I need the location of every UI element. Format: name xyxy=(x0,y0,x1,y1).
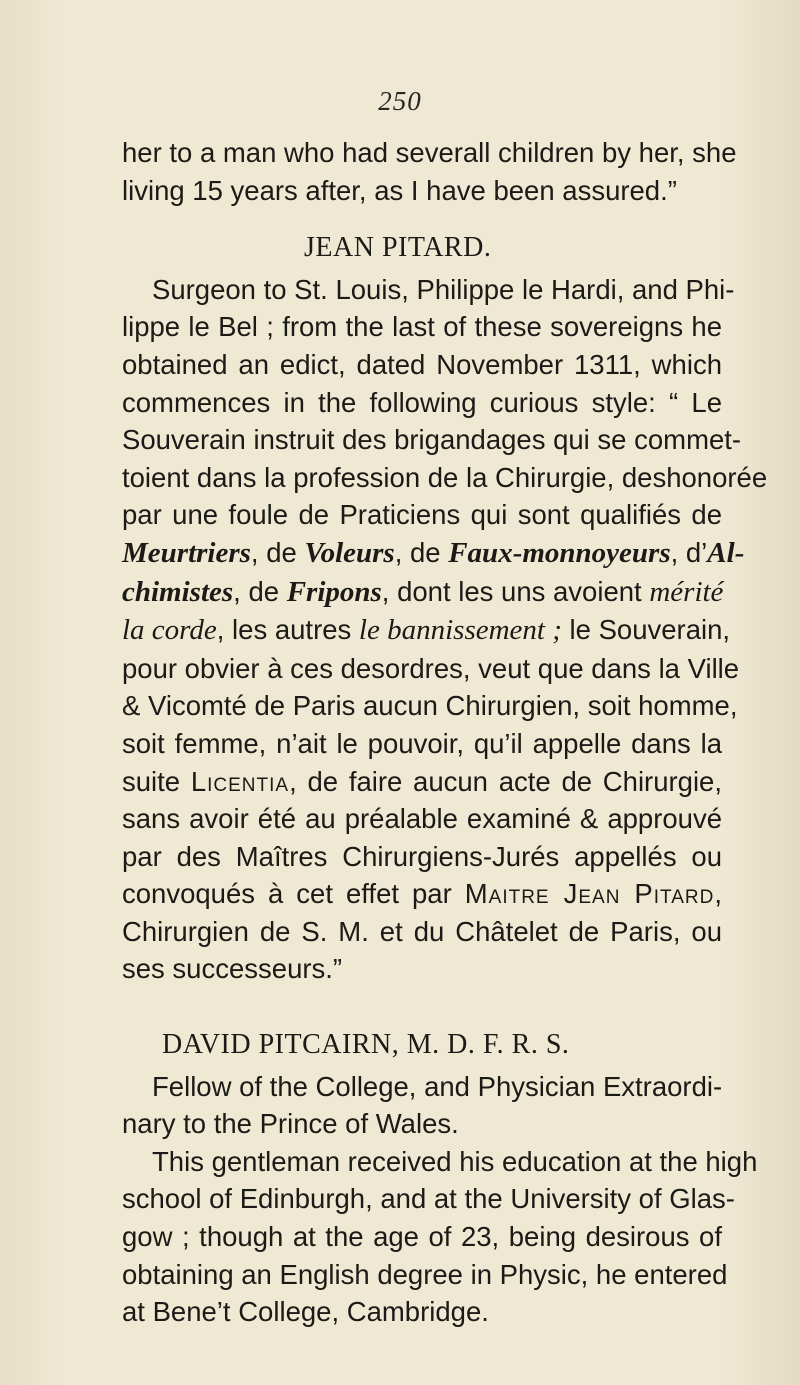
text-line: & Vicomté de Paris aucun Chirurgien, soit homme, xyxy=(122,690,738,722)
text-line: commences in the following curious style: “ Le xyxy=(122,386,722,418)
term-licentia: Licentia xyxy=(190,765,290,797)
term-voleurs: Voleurs xyxy=(304,536,395,569)
text-line: par une foule de Praticiens qui sont qualifiés de xyxy=(122,499,722,531)
text-line: sans avoir été au préalable examiné & approuvé xyxy=(122,803,722,835)
term-merite: mérité xyxy=(649,575,724,608)
page-text xyxy=(122,134,768,1331)
text-line: living 15 years after, as I have been assured.” xyxy=(122,174,677,206)
term-fripons: Fripons xyxy=(286,575,382,608)
text-line: Fellow of the College, and Physician Extraordi- xyxy=(152,1070,723,1102)
text-line: convoqués à cet effet par Maitre Jean Pitard, xyxy=(122,878,722,910)
text-line: Souverain instruit des brigandages qui se commet- xyxy=(122,424,742,456)
section-heading-david-pitcairn: DAVID PITCAIRN, M. D. F. R. S. xyxy=(162,1029,570,1061)
section-heading-jean-pitard: JEAN PITARD. xyxy=(304,232,492,264)
text-line: soit femme, n’ait le pouvoir, qu’il appelle dans la xyxy=(122,727,722,759)
text-line-italic-terms: la corde, les autres le bannissement ; le Souverain, xyxy=(122,614,731,647)
text-line: Chirurgien de S. M. et du Châtelet de Paris, ou xyxy=(122,915,722,947)
text-line-italic-terms: Meurtriers, de Voleurs, de Faux-monnoyeurs, d’Al- xyxy=(122,536,745,569)
text-line: Surgeon to St. Louis, Philippe le Hardi, and Phi- xyxy=(152,273,735,305)
text-line: toient dans la profession de la Chirurgie, deshonorée xyxy=(122,461,768,493)
text-line: This gentleman received his education at the high xyxy=(152,1145,758,1177)
term-faux-monnoyeurs: Faux-monnoyeurs xyxy=(448,536,671,569)
text-line: suite Licentia, de faire aucun acte de Chirurgie, xyxy=(122,765,722,797)
text-line: par des Maîtres Chirurgiens-Jurés appellés ou xyxy=(122,840,722,872)
text-line: ses successeurs.” xyxy=(122,953,343,985)
text-line: gow ; though at the age of 23, being desirous of xyxy=(122,1221,722,1253)
text-line-italic-terms: chimistes, de Fripons, dont les uns avoient mérité xyxy=(122,575,724,608)
text-line: obtained an edict, dated November 1311, which xyxy=(122,348,722,380)
term-maitre-jean-pitard: Maitre Jean Pitard xyxy=(464,878,715,910)
text-line: school of Edinburgh, and at the University of Glas- xyxy=(122,1183,735,1215)
text-line: obtaining an English degree in Physic, he entered xyxy=(122,1258,728,1290)
text-line: nary to the Prince of Wales. xyxy=(122,1108,459,1140)
term-bannissement: le bannissement ; xyxy=(358,614,562,647)
term-meurtriers: Meurtriers xyxy=(122,536,251,569)
term-alchimistes: Al- xyxy=(707,536,745,569)
text-line: her to a man who had severall children by her, she xyxy=(122,137,737,168)
page-number: 250 xyxy=(378,86,422,116)
text-line: lippe le Bel ; from the last of these sovereigns he xyxy=(122,311,722,343)
term-la-corde: la corde xyxy=(122,614,217,647)
text-line: pour obvier à ces desordres, veut que dans la Ville xyxy=(122,652,740,684)
text-line: at Bene’t College, Cambridge. xyxy=(122,1296,489,1328)
